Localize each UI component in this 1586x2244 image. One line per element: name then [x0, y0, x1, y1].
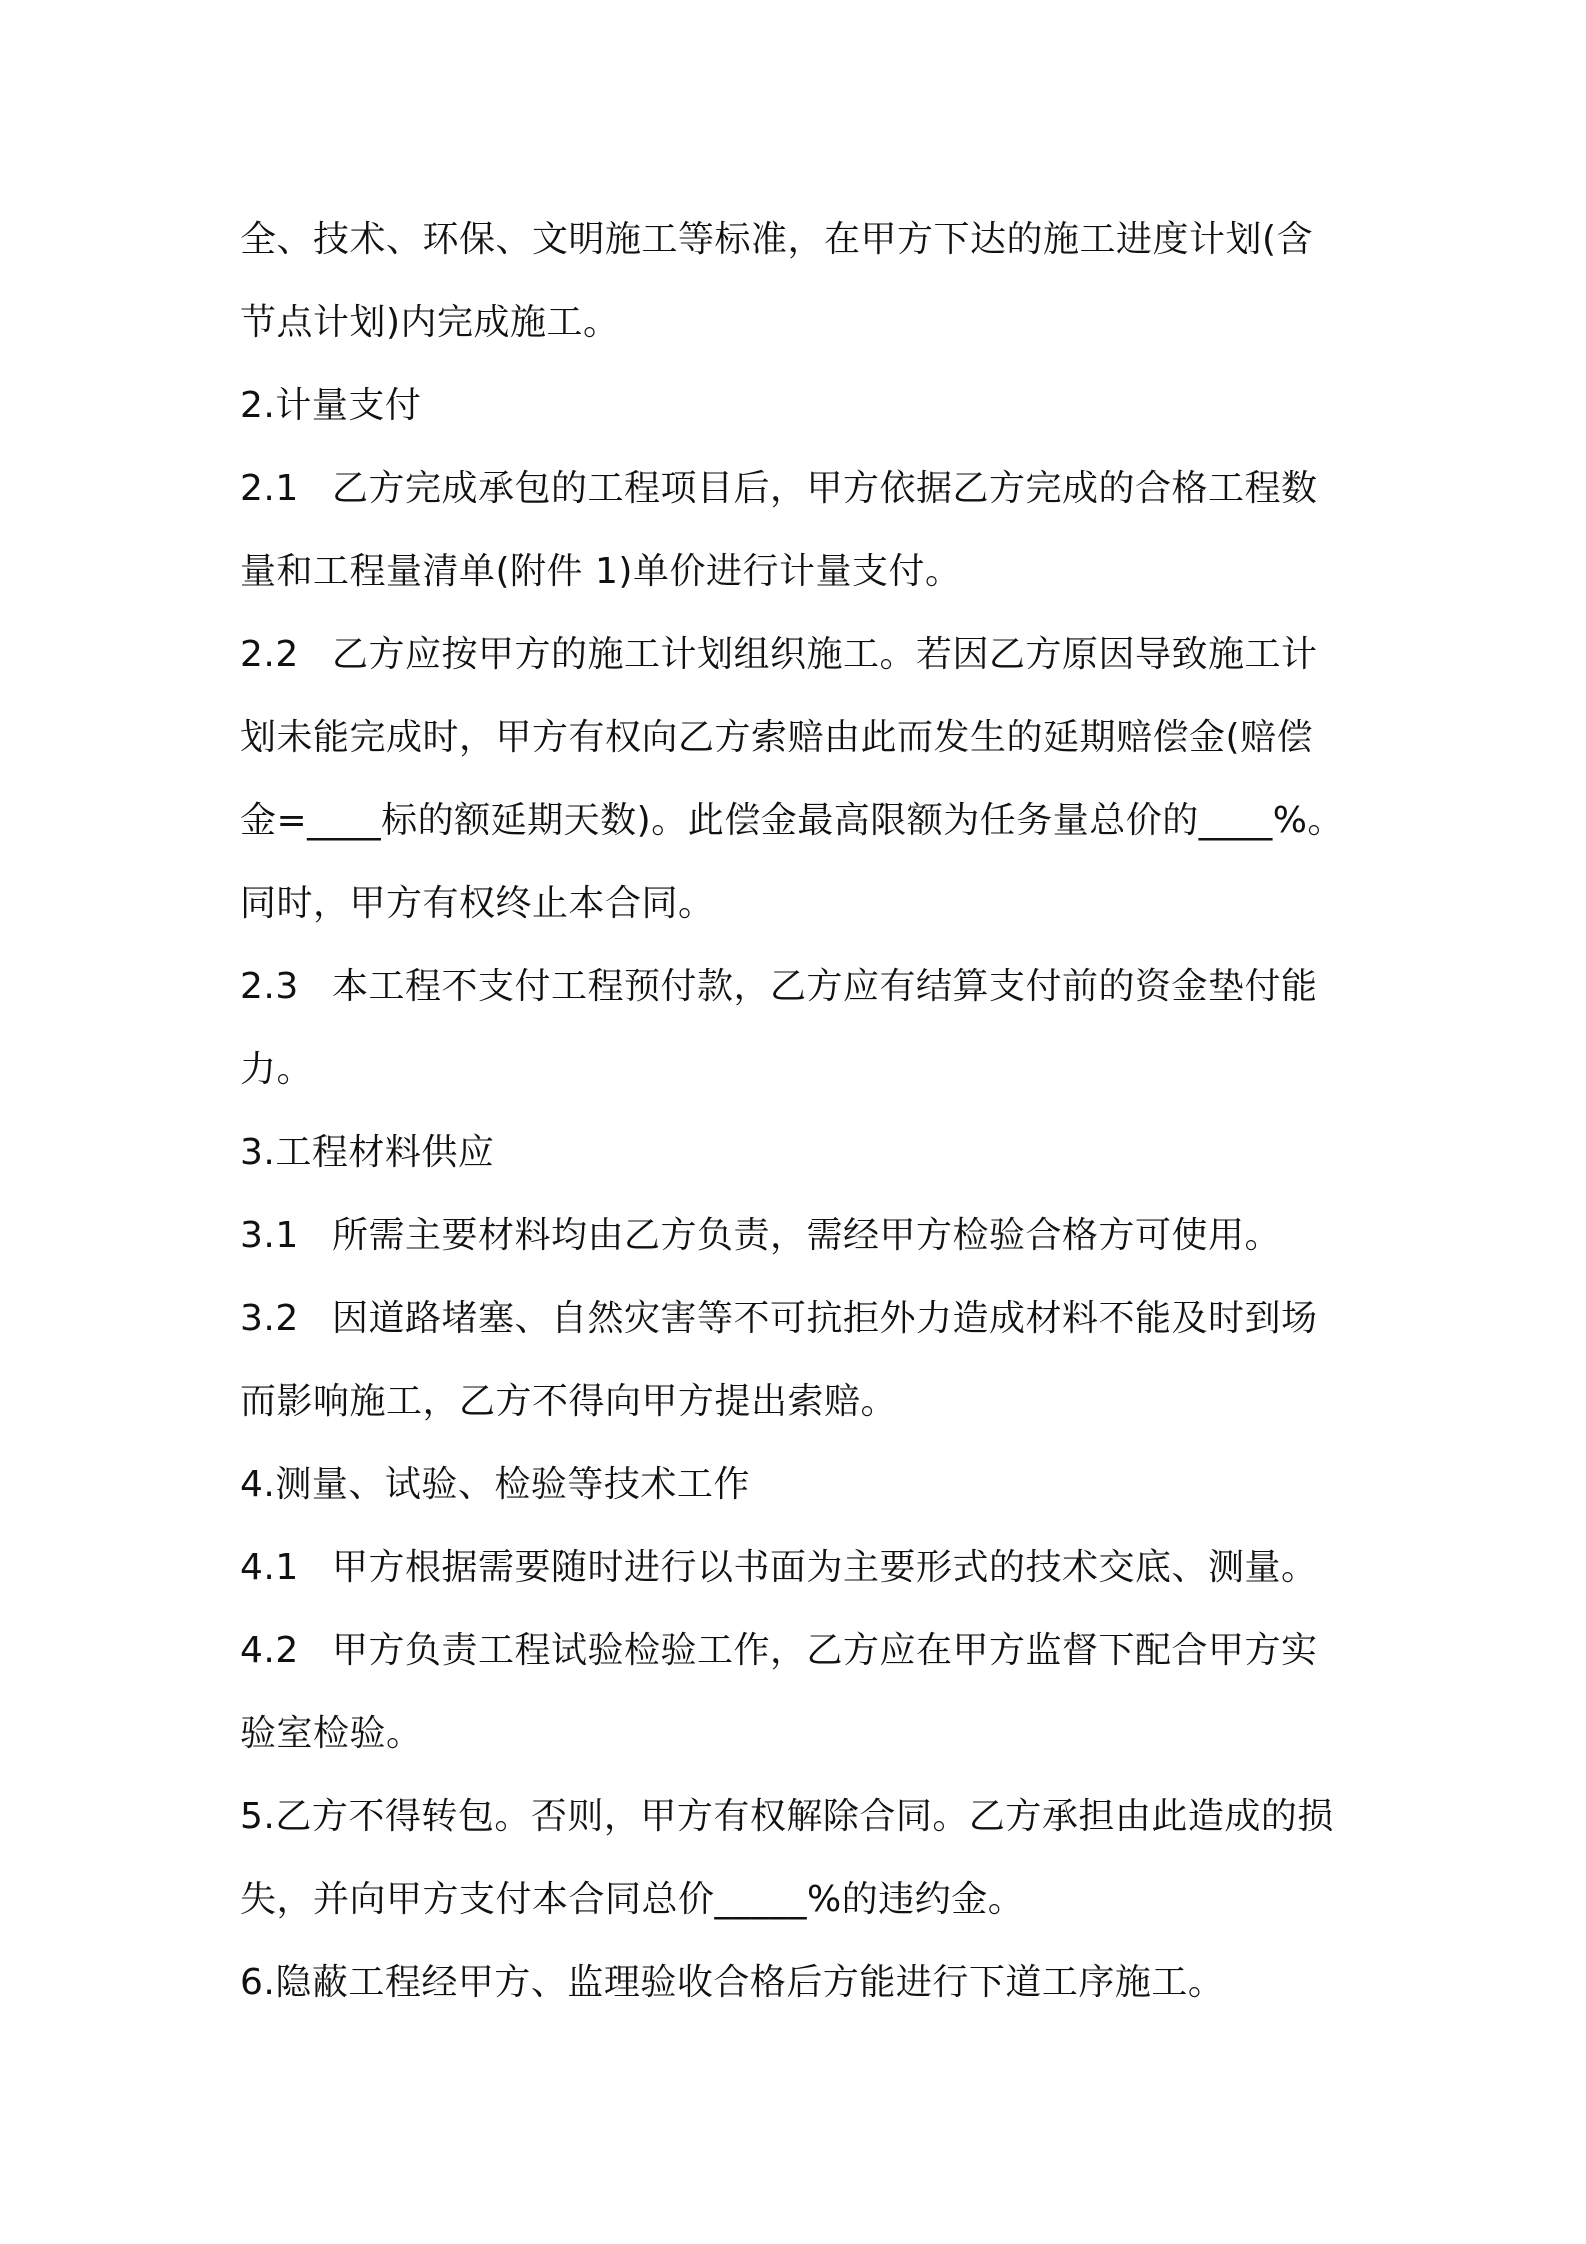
clause-number: 4.2 [240, 1630, 299, 1671]
text-line: 节点计划)内完成施工。 [240, 302, 620, 343]
text-line: 量和工程量清单(附件 1)单价进行计量支付。 [240, 551, 962, 592]
clause-2-1-line [240, 447, 1370, 530]
clause-number: 2.3 [240, 966, 299, 1007]
section-heading: 2.计量支付 [240, 385, 422, 426]
clause-4-1-line [240, 1526, 1370, 1609]
clause-text: 乙方应按甲方的施工计划组织施工。若因乙方原因导致施工计 [332, 634, 1318, 675]
clause-text: 甲方负责工程试验检验工作，乙方应在甲方监督下配合甲方实 [332, 1630, 1318, 1671]
text-line: 验室检验。 [240, 1713, 423, 1754]
clause-text: 本工程不支付工程预付款，乙方应有结算支付前的资金垫付能 [332, 966, 1318, 1007]
clause-text: 乙方完成承包的工程项目后，甲方依据乙方完成的合格工程数 [332, 468, 1318, 509]
text-line: 力。 [240, 1049, 314, 1090]
clause-text: 所需主要材料均由乙方负责，需经甲方检验合格方可使用。 [332, 1215, 1282, 1256]
clause-number: 2.2 [240, 634, 299, 675]
text-line: 同时，甲方有权终止本合同。 [240, 883, 715, 924]
section-heading: 6.隐蔽工程经甲方、监理验收合格后方能进行下道工序施工。 [240, 1962, 1225, 2003]
clause-3-1-line [240, 1194, 1370, 1277]
clause-number: 2.1 [240, 468, 299, 509]
text-line: 划未能完成时，甲方有权向乙方索赔由此而发生的延期赔偿金(赔偿 [240, 717, 1314, 758]
clause-4-2-line [240, 1609, 1370, 1692]
section-heading: 5.乙方不得转包。否则，甲方有权解除合同。乙方承担由此造成的损 [240, 1796, 1334, 1837]
clause-text: 甲方根据需要随时进行以书面为主要形式的技术交底、测量。 [332, 1547, 1318, 1588]
text-line: 而影响施工，乙方不得向甲方提出索赔。 [240, 1381, 898, 1422]
section-heading: 3.工程材料供应 [240, 1132, 495, 1173]
clause-2-2-line [240, 613, 1370, 696]
clause-number: 3.2 [240, 1298, 299, 1339]
section-heading: 4.测量、试验、检验等技术工作 [240, 1464, 750, 1505]
clause-2-3-line [240, 945, 1370, 1028]
document-body [240, 198, 1370, 2024]
text-line: 失，并向甲方支付本合同总价_____%的违约金。 [240, 1879, 1025, 1920]
clause-number: 4.1 [240, 1547, 299, 1588]
clause-number: 3.1 [240, 1215, 299, 1256]
text-line: 金=____标的额延期天数)。此偿金最高限额为任务量总价的____%。 [240, 800, 1344, 841]
clause-text: 因道路堵塞、自然灾害等不可抗拒外力造成材料不能及时到场 [332, 1298, 1318, 1339]
clause-3-2-line [240, 1277, 1370, 1360]
text-line: 全、技术、环保、文明施工等标准，在甲方下达的施工进度计划(含 [240, 219, 1314, 260]
